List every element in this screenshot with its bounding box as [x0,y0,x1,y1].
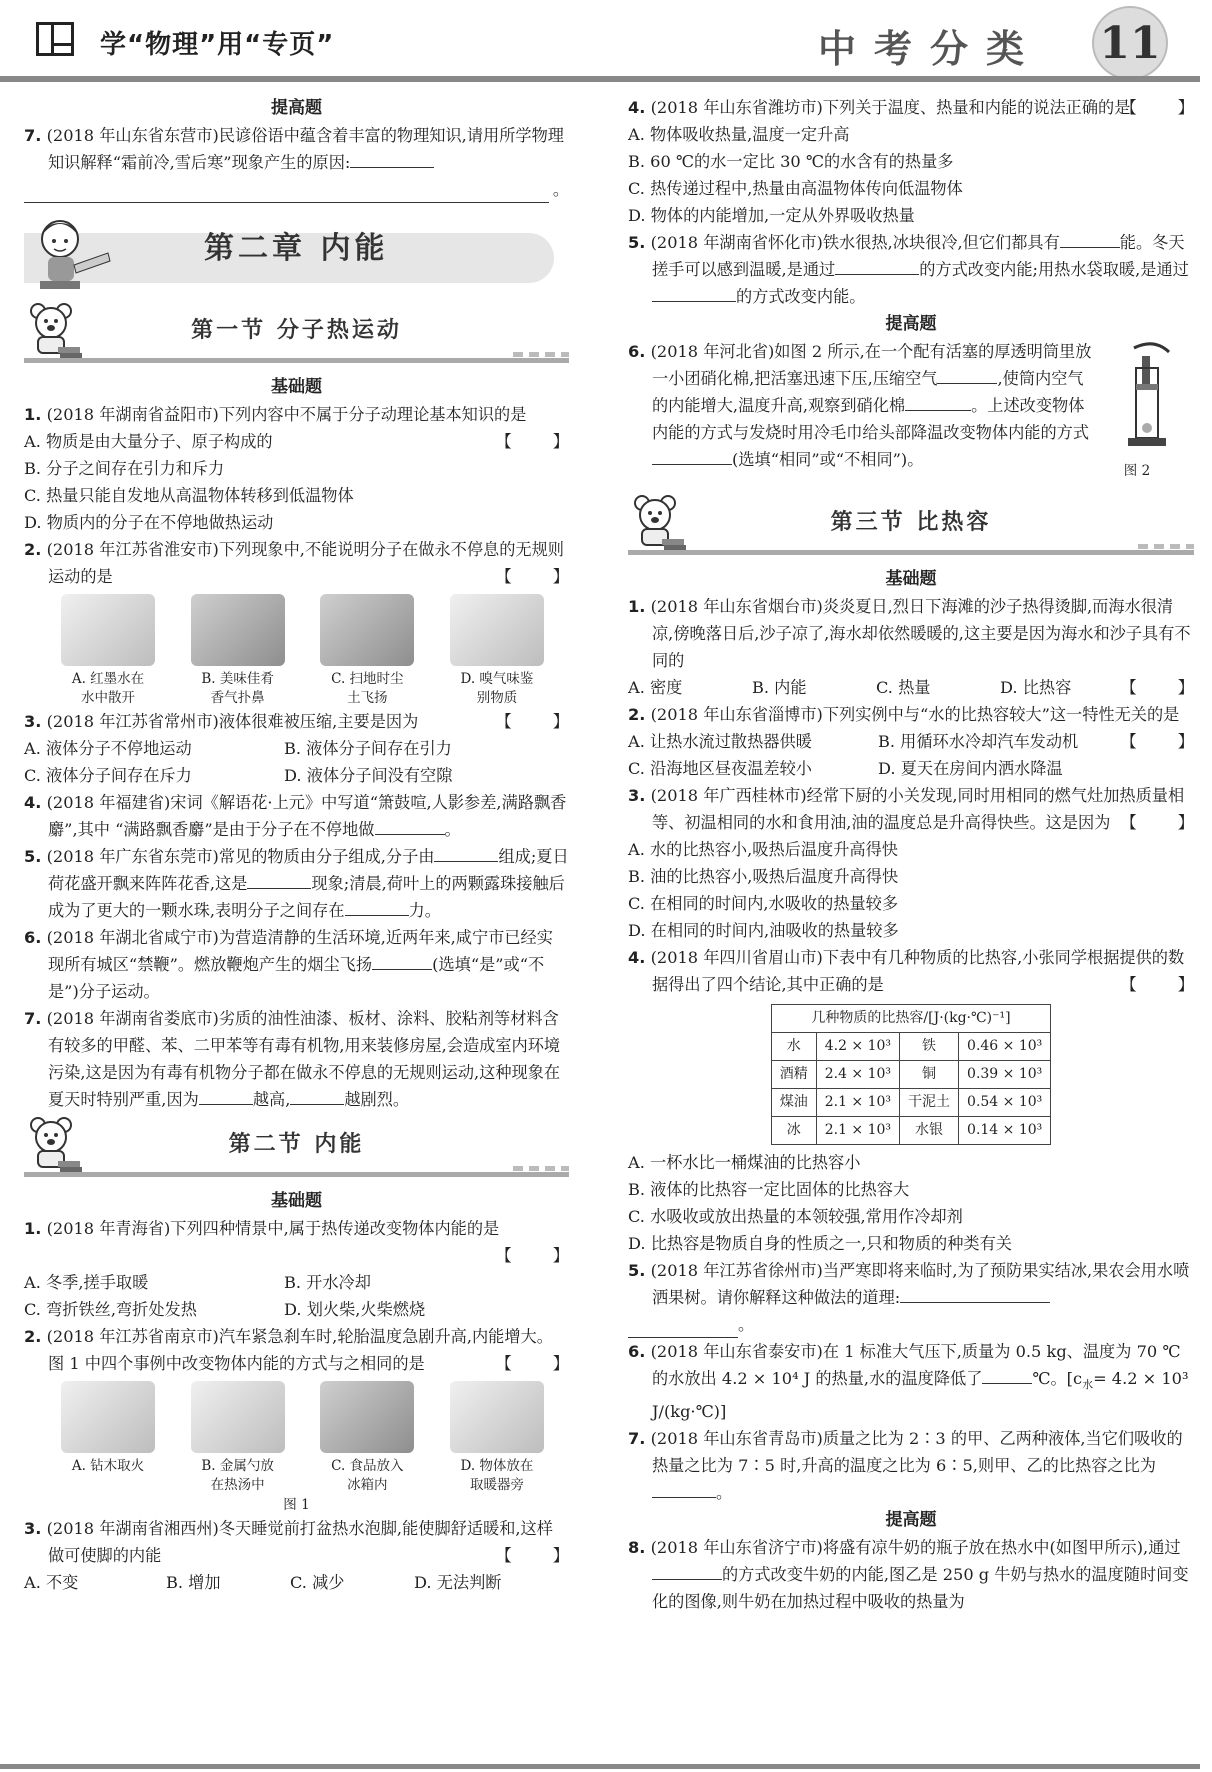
reading-girl-icon [30,213,120,297]
jichu-label: 基础题 [271,377,322,397]
s2-question-3: 3. (2018 年湖南省湘西州)冬天睡觉前打盆热水泡脚,能使脚舒适暖和,这样做可使脚的内能 【 】 [24,1519,587,1565]
book-logo-icon [36,22,74,56]
s3-question-8: 8. (2018 年山东省济宁市)将盛有凉牛奶的瓶子放在热水中(如图甲所示),通过的方式改变牛奶的内能,图乙是 250 g 牛奶与热水的温度随时间变化的图像,则牛奶在加热过程中吸收的热量为 [628,1538,1189,1612]
answer-line [628,1320,738,1338]
footer-divider [0,1764,1200,1769]
s3-question-6: 6. (2018 年山东省泰安市)在 1 标准大气压下,质量为 0.5 kg、温度为 70 ℃的水放出 4.2 × 10⁴ J 的热量,水的温度降低了 ℃。[$c_水= 4.2 \times 10^3$ J/(kg·℃)] [628,1342,1189,1422]
s3-question-1: 1. (2018 年山东省烟台市)炎炎夏日,烈日下海滩的沙子热得烫脚,而海水很清凉,傍晚落日后,沙子凉了,海水却依然暖暖的,这主要是因为海水和沙子具有不同的 [628,597,1191,670]
table-row: 酒精 2.4 × 10³ 铜 0.39 × 10³ [771,1061,1051,1089]
drill-wood-fire-drawing [61,1381,155,1453]
red-ink-photo [61,594,155,666]
s1-question-1: 1. (2018 年湖南省益阳市)下列内容中不属于分子动理论基本知识的是 【 】 [24,405,587,451]
header-category-title: 中考分类 [818,27,1043,71]
figure-1-label: 图 1 [283,1497,310,1513]
table-row: 煤油 2.1 × 10³ 干泥土 0.54 × 10³ [771,1089,1051,1117]
refrigerator-drawing [320,1381,414,1453]
s3-question-7: 7. (2018 年山东省青岛市)质量之比为 2∶3 的甲、乙两种液体,当它们吸收的热量之比为 7∶5 时,升高的温度之比为 6∶5,则甲、乙的比热容之比为。 [628,1429,1183,1503]
s3-question-5: 5. (2018 年江苏省徐州市)当严寒即将来临时,为了预防果实结冰,果农会用水喷洒果树。请你解释这种做法的道理: [628,1261,1190,1307]
smelling-cartoon [450,594,544,666]
tigao-label: 提高题 [271,98,322,118]
series-title: 学“物理”用“专页” [100,30,335,60]
s3-question-3: 3. (2018 年广西桂林市)经常下厨的小关发现,同时用相同的燃气灶加热质量相等、初温相同的水和食用油,油的温度总是升高得快些。这是因为 【 】 [628,786,1212,832]
section-title-3: 第三节 比热容 [830,510,992,535]
s1-question-4: 4. (2018 年福建省)宋词《解语花·上元》中写道“箫鼓喧,人影参差,满路飘香麝”,其中 “满路飘香麝”是由于分子在不停地做 。 [24,793,567,839]
s1-question-3: 3. (2018 年江苏省常州市)液体很难被压缩,主要是因为 【 】 [24,712,587,731]
s3-question-2: 2. (2018 年山东省淄博市)下列实例中与“水的比热容较大”这一特性无关的是 【 】 [628,705,1212,751]
s1-question-6: 6. (2018 年湖北省咸宁市)为营造清静的生活环境,近两年来,咸宁市已经实现所有城区“禁鞭”。燃放鞭炮产生的烟尘飞扬 (选填“是”或“不是”)分子运动。 [24,928,553,1001]
s3-question-4: 4. (2018 年四川省眉山市)下表中有几种物质的比热容,小张同学根据提供的数据得出了四个结论,其中正确的是 【 】 [628,948,1212,994]
image-option-c: C. 食品放入 冰箱内 [313,1381,421,1495]
s1-question-2: 2. (2018 年江苏省淮安市)下列现象中,不能说明分子在做永不停息的无规则运动的是 【 】 [24,540,587,586]
table-row: 冰 2.1 × 10³ 水银 0.14 × 10³ [771,1117,1051,1145]
tigao-label: 提高题 [885,314,937,334]
s1-question-7: 7. (2018 年湖南省娄底市)劣质的油性油漆、板材、涂料、胶粘剂等材料含有较多的甲醛、苯、二甲苯等有毒有机物,用来装修房屋,会造成室内环境污染,这是因为有毒有机物分子都在做永不停息的无规则运动,这种现象在夏天时特别严重,因为 越高, 越剧烈。 [24,1009,561,1109]
question-7-dongying: 7. (2018 年山东省东营市)民谚俗语中蕴含着丰富的物理知识,请用所学物理知识解释“霜前冷,雪后寒”现象产生的原因: [24,126,564,172]
s2-question-2: 2. (2018 年江苏省南京市)汽车紧急刹车时,轮胎温度急剧升高,内能增大。图 1 中四个事例中改变物体内能的方式与之相同的是 【 】 [24,1327,587,1373]
section-banner-1 [24,303,569,369]
table-row: 水 4.2 × 10³ 铁 0.46 × 10³ [771,1033,1051,1061]
image-option-d: D. 嗅气味鉴 别物质 [443,594,551,708]
page-number: 11 [1092,6,1168,80]
image-option-c: C. 扫地时尘 土飞扬 [313,594,421,708]
food-photo [191,594,285,666]
answer-blank [350,150,434,168]
s2q2-image-row [24,1377,569,1495]
s1q2-image-row [24,590,569,708]
spoon-in-soup-drawing [191,1381,285,1453]
heater-drawing [450,1381,544,1453]
table-caption: 几种物质的比热容/[J·(kg·℃)⁻¹] [771,1005,1051,1033]
page-header [0,0,1200,86]
s2-question-5: 5. (2018 年湖南省怀化市)铁水很热,冰块很冷,但它们都具有 能。冬天搓手可以感到温暖,是通过 的方式改变内能;用热水袋取暖,是通过的方式改变内能。 [628,229,1194,310]
figure-2: 图 2 [1104,338,1194,485]
piston-cylinder-diagram [1114,338,1184,458]
section-banner-3 [628,495,1194,561]
chapter-banner [24,223,569,293]
jichu-label: 基础题 [885,569,937,589]
answer-line [24,181,549,203]
section-title-2: 第二节 内能 [228,1132,365,1157]
image-option-a: A. 红墨水在 水中散开 [54,594,162,708]
image-option-a: A. 钻木取火 [54,1381,162,1495]
specific-heat-table [771,1004,1052,1145]
left-column: 提高题 7. (2018 年山东省东营市)民谚俗语中蕴含着丰富的物理知识,请用所学物理知识解释“霜前冷,雪后寒”现象产生的原因: 。 第二章 内能 第一节 分子热运动 基础题 1. (2018 年湖南省益阳市)下列内容中不属于分子动理论基本知识的是 【 】 A. 物质是由大量分子、原子构成的 B. 分子之间存在引力和斥力 C. 热量只能自发地从高温物体转移到低温物体 D. 物质内的分子在不停地做热运动 2. (2018 年江苏省淮安市)下列现象中,不能说明分子在做永不停息的无规则运动的是 【 】 A. 红墨水在 水中散开 B. 美味佳肴 香气扑鼻 C. 扫地时尘 土飞扬 D. 嗅气味鉴 别物质 3. (2018 年江苏省常州市)液体很难被压缩,主要是因为 【 】 A. 液体分子不停地运动 B. 液体分子间存在引力 C. 液体分子间存在斥力 D. 液体分子间没有空隙 4. (2018 年福建省)宋词《解语花·上元》中写道“箫鼓喧,人影参差,满路飘香麝”,其中 “满路飘香麝”是由于分子在不停地做 。 5. (2018 年广东省东莞市)常见的物质由分子组成,分子由 组成;夏日荷花盛开飘来阵阵花香,这是 现象;清晨,荷叶上的两颗露珠接触后成为了更大的一颗水珠,表明分子之间存在 力。 6. (2018 年湖北省咸宁市)为营造清静的生活环境,近两年来,咸宁市已经实现所有城区“禁鞭”。燃放鞭炮产生的烟尘飞扬 (选填“是”或“不是”)分子运动。 7. (2018 年湖南省娄底市)劣质的油性油漆、板材、涂料、胶粘剂等材料含有较多的甲醛、苯、二甲苯等有毒有机物,用来装修房屋,会造成室内环境污染,这是因为有毒有机物分子都在做永不停息的无规则运动,这种现象在夏天时特别严重,因为 越高, 越剧烈。 第二节 内能 基础题 1. (2018 年青海省)下列四种情景中,属于热传递改变物体内能的是 【 】 A. 冬季,搓手取暖 B. 开水冷却 C. 弯折铁丝,弯折处发热 D. 划火柴,火柴燃烧 2. (2018 年江苏省南京市)汽车紧急刹车时,轮胎温度急剧升高,内能增大。图 1 中四个事例中改变物体内能的方式与之相同的是 【 】 A. 钻木取火 B. 金属勺放 在热汤中 C. 食品放入 冰箱内 D. 物体放在 取暖器旁 图 1 3. (2018 年湖南省湘西州)冬天睡觉前打盆热水泡脚,能使脚舒适暖和,这样做可使脚的内能 【 】 A. 不变 B. 增加 C. 减少 D. 无法判断 [24,94,569,1596]
image-option-b: B. 美味佳肴 香气扑鼻 [184,594,292,708]
s2-question-6: 图 2 6. (2018 年河北省)如图 2 所示,在一个配有活塞的厚透明筒里放一小团硝化棉,把活塞迅速下压,压缩空气 ,使筒内空气的内能增大,温度升高,观察到硝化棉 。上述改变物体内能的方式与发烧时用冷毛巾给头部降温改变物体内能的方式(选填“相同”或“不相同”)。 [628,338,1194,473]
image-option-d: D. 物体放在 取暖器旁 [443,1381,551,1495]
s2-question-4: 4. (2018 年山东省潍坊市)下列关于温度、热量和内能的说法正确的是 【 】 [628,98,1212,117]
dust-photo [320,594,414,666]
s1-question-5: 5. (2018 年广东省东莞市)常见的物质由分子组成,分子由 组成;夏日荷花盛开飘来阵阵花香,这是 现象;清晨,荷叶上的两颗露珠接触后成为了更大的一颗水珠,表明分子之间存在 力。 [24,843,569,924]
jichu-label: 基础题 [271,1191,322,1211]
right-column: 4. (2018 年山东省潍坊市)下列关于温度、热量和内能的说法正确的是 【 】 A. 物体吸收热量,温度一定升高 B. 60 ℃的水一定比 30 ℃的水含有的热量多 C. 热传递过程中,热量由高温物体传向低温物体 D. 物体的内能增加,一定从外界吸收热量 5. (2018 年湖南省怀化市)铁水很热,冰块很冷,但它们都具有 能。冬天搓手可以感到温暖,是通过 的方式改变内能;用热水袋取暖,是通过的方式改变内能。 提高题 图 2 6. (2018 年河北省)如图 2 所示,在一个配有活塞的厚透明筒里放一小团硝化棉,把活塞迅速下压,压缩空气 ,使筒内空气的内能增大,温度升高,观察到硝化棉 。上述改变物体内能的方式与发烧时用冷毛巾给头部降温改变物体内能的方式(选填“相同”或“不相同”)。 第三节 比热容 基础题 1. (2018 年山东省烟台市)炎炎夏日,烈日下海滩的沙子热得烫脚,而海水很清凉,傍晚落日后,沙子凉了,海水却依然暖暖的,这主要是因为海水和沙子具有不同的 A. 密度 B. 内能 C. 热量 D. 比热容 【 】 2. (2018 年山东省淄博市)下列实例中与“水的比热容较大”这一特性无关的是 【 】 A. 让热水流过散热器供暖 B. 用循环水冷却汽车发动机 C. 沿海地区昼夜温差较小 D. 夏天在房间内洒水降温 3. (2018 年广西桂林市)经常下厨的小关发现,同时用相同的燃气灶加热质量相等、初温相同的水和食用油,油的温度总是升高得快些。这是因为 【 】 A. 水的比热容小,吸热后温度升高得快 B. 油的比热容小,吸热后温度升高得快 C. 在相同的时间内,水吸收的热量较多 D. 在相同的时间内,油吸收的热量较多 4. (2018 年四川省眉山市)下表中有几种物质的比热容,小张同学根据提供的数据得出了四个结论,其中正确的是 【 】 几种物质的比热容/[J·(kg·℃)⁻¹] 水 4.2 × 10³ 铁 0.46 × 10³ 酒精 2.4 × 10³ 铜 0.39 × 10³ 煤油 2.1 × 10³ 干泥土 0.54 × 10³ 冰 2.1 × 10³ 水银 0.14 × 10³ A. 一杯水比一桶煤油的比热容小 B. 液体的比热容一定比固体的比热容大 C. 水吸收或放出热量的本领较强,常用作冷却剂 D. 比热容是物质自身的性质之一,只和物质的种类有关 5. (2018 年江苏省徐州市)当严寒即将来临时,为了预防果实结冰,果农会用水喷洒果树。请你解释这种做法的道理: 。 6. (2018 年山东省泰安市)在 1 标准大气压下,质量为 0.5 kg、温度为 70 ℃的水放出 4.2 × 10⁴ J 的热量,水的温度降低了 ℃。[$c_水= 4.2 \times 10^3$ J/(kg·℃)] 7. (2018 年山东省青岛市)质量之比为 2∶3 的甲、乙两种液体,当它们吸收的热量之比为 7∶5 时,升高的温度之比为 6∶5,则甲、乙的比热容之比为。 提高题 8. (2018 年山东省济宁市)将盛有凉牛奶的瓶子放在热水中(如图甲所示),通过的方式改变牛奶的内能,图乙是 250 g 牛奶与热水的温度随时间变化的图像,则牛奶在加热过程中吸收的热量为 [628,94,1194,1615]
tigao-label: 提高题 [885,1510,937,1531]
image-option-b: B. 金属勺放 在热汤中 [184,1381,292,1495]
chapter-title: 第二章 内能 [204,231,389,266]
section-banner-2 [24,1117,569,1183]
section-title-1: 第一节 分子热运动 [191,318,402,343]
s2-question-1: 1. (2018 年青海省)下列四种情景中,属于热传递改变物体内能的是 【 】 [24,1219,587,1265]
header-divider [0,76,1200,82]
